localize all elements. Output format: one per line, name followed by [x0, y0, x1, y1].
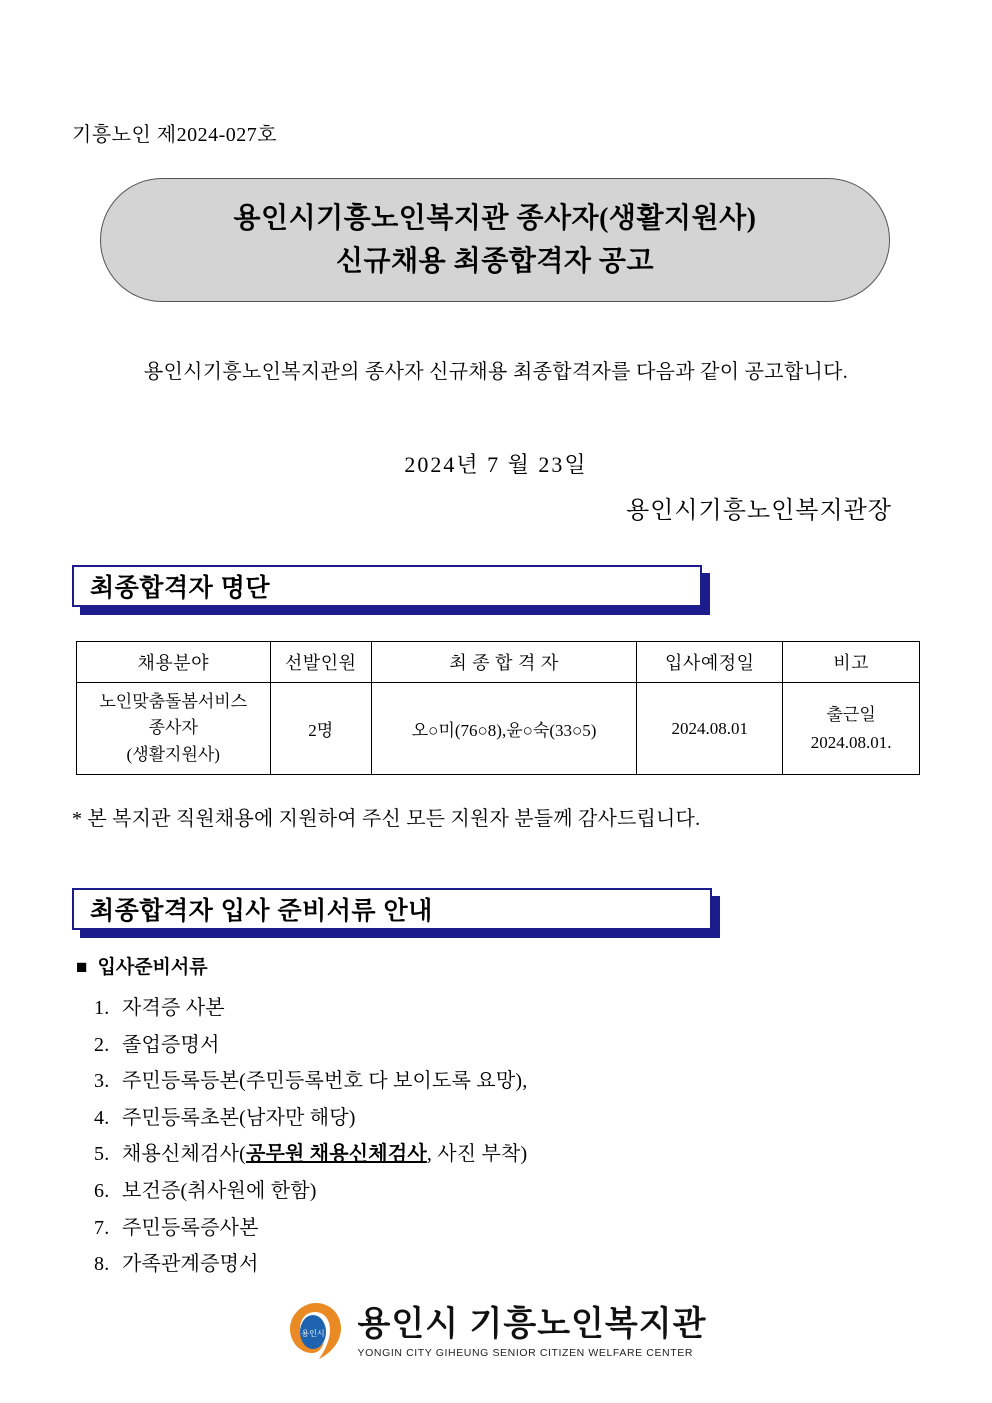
th-names: 최 종 합 격 자 — [371, 642, 636, 683]
item-text-post: , 사진 부착) — [426, 1143, 528, 1166]
item-number: 7. — [94, 1216, 110, 1239]
th-field: 채용분야 — [77, 642, 271, 683]
documents-list — [64, 990, 527, 1283]
documents-subheading-label: 입사준비서류 — [97, 957, 208, 978]
logo-text — [358, 1305, 707, 1358]
logo-english-name: YONGIN CITY GIHEUNG SENIOR CITIZEN WELFARE CENTER — [357, 1346, 694, 1359]
emblem-text: 용인시 — [300, 1329, 325, 1338]
item-number: 6. — [94, 1179, 110, 1202]
th-remark: 비고 — [783, 642, 920, 683]
title-line-2: 신규채용 최종합격자 공고 — [335, 246, 655, 277]
item-number: 1. — [94, 997, 110, 1019]
list-item — [94, 1063, 527, 1100]
field-line-1: 노인맞춤돌봄서비스 — [99, 692, 248, 711]
cell-names: 오○미(76○8),윤○숙(33○5) — [371, 683, 636, 775]
cell-start-date: 2024.08.01 — [637, 683, 783, 775]
cell-field — [77, 683, 271, 775]
list-item — [94, 1136, 527, 1173]
list-item — [94, 1173, 527, 1210]
title-line-1: 용인시기흥노인복지관 종사자(생활지원사) — [233, 202, 757, 234]
item-number: 2. — [94, 1033, 110, 1056]
item-text: 졸업증명서 — [122, 1033, 220, 1056]
item-number: 4. — [94, 1106, 110, 1129]
announcement-date: 2024년 7 월 23일 — [404, 452, 588, 477]
square-bullet-icon: ■ — [76, 957, 88, 978]
section-heading-documents — [72, 888, 712, 930]
list-item — [94, 1210, 527, 1247]
heading-box — [72, 565, 702, 607]
thank-you-note: * 본 복지관 직원채용에 지원하여 주신 모든 지원자 분들께 감사드립니다. — [72, 808, 701, 830]
section-heading-final-list — [72, 565, 702, 607]
footer-logo — [0, 1301, 992, 1363]
item-text: 자격증 사본 — [122, 997, 225, 1019]
remark-line-2: 2024.08.01. — [810, 732, 892, 752]
title-banner — [100, 178, 890, 302]
heading-box — [72, 888, 712, 930]
item-text-emphasis: 공무원 채용신체검사 — [245, 1143, 427, 1166]
item-text: 가족관계증명서 — [122, 1253, 259, 1276]
logo-korean-name: 용인시 기흥노인복지관 — [357, 1305, 707, 1344]
item-text: 주민등록등본(주민등록번호 다 보이도록 요망), — [122, 1070, 528, 1093]
list-item — [94, 1100, 527, 1137]
issuing-organization: 용인시기흥노인복지관장 — [625, 498, 892, 524]
cell-count: 2명 — [270, 683, 371, 775]
field-line-2: 종사자 — [148, 718, 198, 738]
item-text: 보건증(취사원에 한함) — [122, 1179, 317, 1202]
list-item — [94, 1246, 527, 1283]
item-number: 3. — [94, 1070, 110, 1093]
item-text: 주민등록초본(남자만 해당) — [122, 1106, 356, 1129]
list-item — [94, 990, 527, 1027]
item-text: 주민등록증사본 — [122, 1216, 259, 1239]
th-start-date: 입사예정일 — [637, 642, 783, 683]
list-item — [94, 1027, 527, 1064]
intro-paragraph: 용인시기흥노인복지관의 종사자 신규채용 최종합격자를 다음과 같이 공고합니다. — [143, 361, 849, 383]
document-number: 기흥노인 제2024-027호 — [72, 124, 278, 146]
yongin-city-emblem-icon — [286, 1301, 344, 1363]
cell-remark — [783, 683, 920, 775]
item-text-pre: 채용신체검사( — [122, 1143, 246, 1166]
item-number: 8. — [94, 1253, 110, 1276]
field-line-3: (생활지원사) — [126, 744, 220, 764]
remark-line-1: 출근일 — [826, 705, 876, 725]
item-number: 5. — [94, 1143, 110, 1166]
heading-label: 최종합격자 입사 준비서류 안내 — [90, 897, 433, 925]
documents-subheading — [76, 952, 208, 979]
table-header-row — [77, 642, 920, 683]
th-count: 선발인원 — [270, 642, 371, 683]
table-row — [77, 683, 920, 775]
heading-label: 최종합격자 명단 — [90, 574, 270, 602]
final-list-table — [76, 641, 920, 775]
